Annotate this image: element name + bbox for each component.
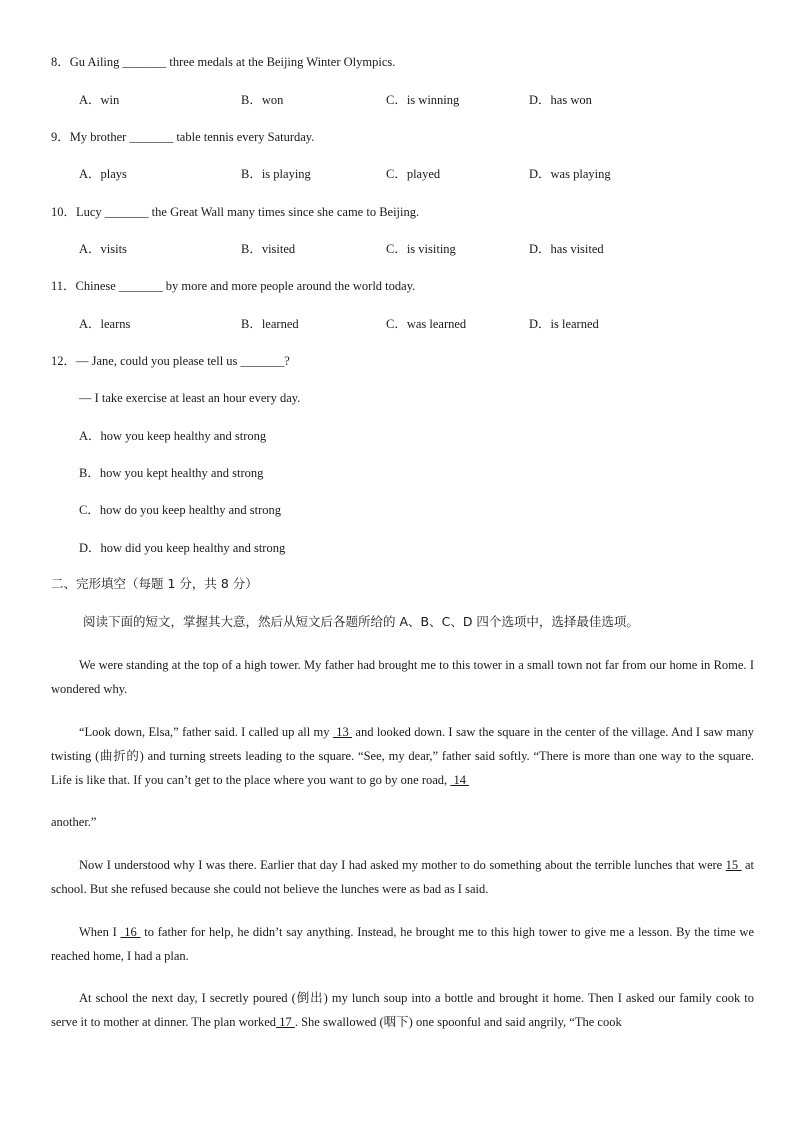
option-b[interactable]: B．won bbox=[241, 93, 284, 107]
blank-17[interactable]: 17 bbox=[276, 1015, 295, 1029]
option-d[interactable]: D．was playing bbox=[529, 167, 611, 181]
question-12-reply: — I take exercise at least an hour every day. bbox=[79, 391, 301, 405]
option-b[interactable]: B．visited bbox=[241, 242, 296, 256]
section-instructions: 阅读下面的短文，掌握其大意，然后从短文后各题所给的 A、B、C、D 四个选项中，选择最佳选项。 bbox=[83, 614, 639, 629]
option-a[interactable]: A．learns bbox=[79, 317, 131, 331]
passage-paragraph-2: “Look down, Elsa,” father said. I called up all my 13 and looked down. I saw the square in the center of the village. And I saw many twisting (曲折的) and turning streets leading to the square. “See, my dear,” father said softly. “There is more than one way to the square. Life is like that. If you can’t get to the place where you want to go by one road, 14 bbox=[51, 725, 754, 787]
passage-paragraph-3: Now I understood why I was there. Earlier that day I had asked my mother to do something about the terrible lunches that were 15 at school. But she refused because she could not believe the lunches were as bad as I said. bbox=[51, 858, 754, 896]
section-heading: 二、完形填空（每题 1 分，共 8 分） bbox=[51, 576, 258, 591]
question-9-options bbox=[79, 166, 779, 182]
option-d[interactable]: D．is learned bbox=[529, 317, 599, 331]
question-10-stem: 10．Lucy _______ the Great Wall many times since she came to Beijing. bbox=[51, 205, 420, 219]
question-8-stem: 8．Gu Ailing _______ three medals at the Beijing Winter Olympics. bbox=[51, 55, 396, 69]
question-10-options bbox=[79, 241, 779, 257]
option-b[interactable]: B．learned bbox=[241, 317, 299, 331]
blank-15[interactable]: 15 bbox=[725, 858, 742, 872]
question-11-stem: 11．Chinese _______ by more and more people around the world today. bbox=[51, 279, 416, 293]
question-8-options bbox=[79, 92, 779, 108]
option-b[interactable]: B．is playing bbox=[241, 167, 311, 181]
question-12-option-d[interactable]: D．how did you keep healthy and strong bbox=[79, 541, 286, 555]
question-12-stem: 12．— Jane, could you please tell us _______? bbox=[51, 354, 290, 368]
passage-paragraph-1: We were standing at the top of a high tower. My father had brought me to this tower in a small town not far from our home in Rome. I wondered why. bbox=[51, 658, 754, 696]
blank-16[interactable]: 16 bbox=[120, 925, 141, 939]
question-12-option-b[interactable]: B．how you kept healthy and strong bbox=[79, 466, 264, 480]
option-a[interactable]: A．win bbox=[79, 93, 120, 107]
option-a[interactable]: A．visits bbox=[79, 242, 127, 256]
question-12-option-c[interactable]: C．how do you keep healthy and strong bbox=[79, 503, 282, 517]
passage-paragraph-4: When I 16 to father for help, he didn’t say anything. Instead, he brought me to this high tower to give me a lesson. By the time we reached home, I had a plan. bbox=[51, 925, 754, 963]
option-a[interactable]: A．plays bbox=[79, 167, 127, 181]
option-c[interactable]: C．is winning bbox=[386, 93, 460, 107]
blank-13[interactable]: 13 bbox=[332, 725, 353, 739]
passage-paragraph-5: At school the next day, I secretly poured (倒出) my lunch soup into a bottle and brought it home. Then I asked our family cook to serve it to mother at dinner. The plan worked 17 . She swallowed (咽下) one spoonful and said angrily, “The cook bbox=[51, 991, 754, 1029]
question-9-stem: 9．My brother _______ table tennis every Saturday. bbox=[51, 130, 315, 144]
option-c[interactable]: C．played bbox=[386, 167, 441, 181]
option-d[interactable]: D．has won bbox=[529, 93, 592, 107]
option-c[interactable]: C．is visiting bbox=[386, 242, 456, 256]
question-12-option-a[interactable]: A．how you keep healthy and strong bbox=[79, 429, 267, 443]
blank-14[interactable]: 14 bbox=[450, 773, 470, 787]
question-11-options bbox=[79, 316, 779, 332]
option-d[interactable]: D．has visited bbox=[529, 242, 604, 256]
passage-paragraph-2-end: another.” bbox=[51, 815, 97, 829]
option-c[interactable]: C．was learned bbox=[386, 317, 467, 331]
